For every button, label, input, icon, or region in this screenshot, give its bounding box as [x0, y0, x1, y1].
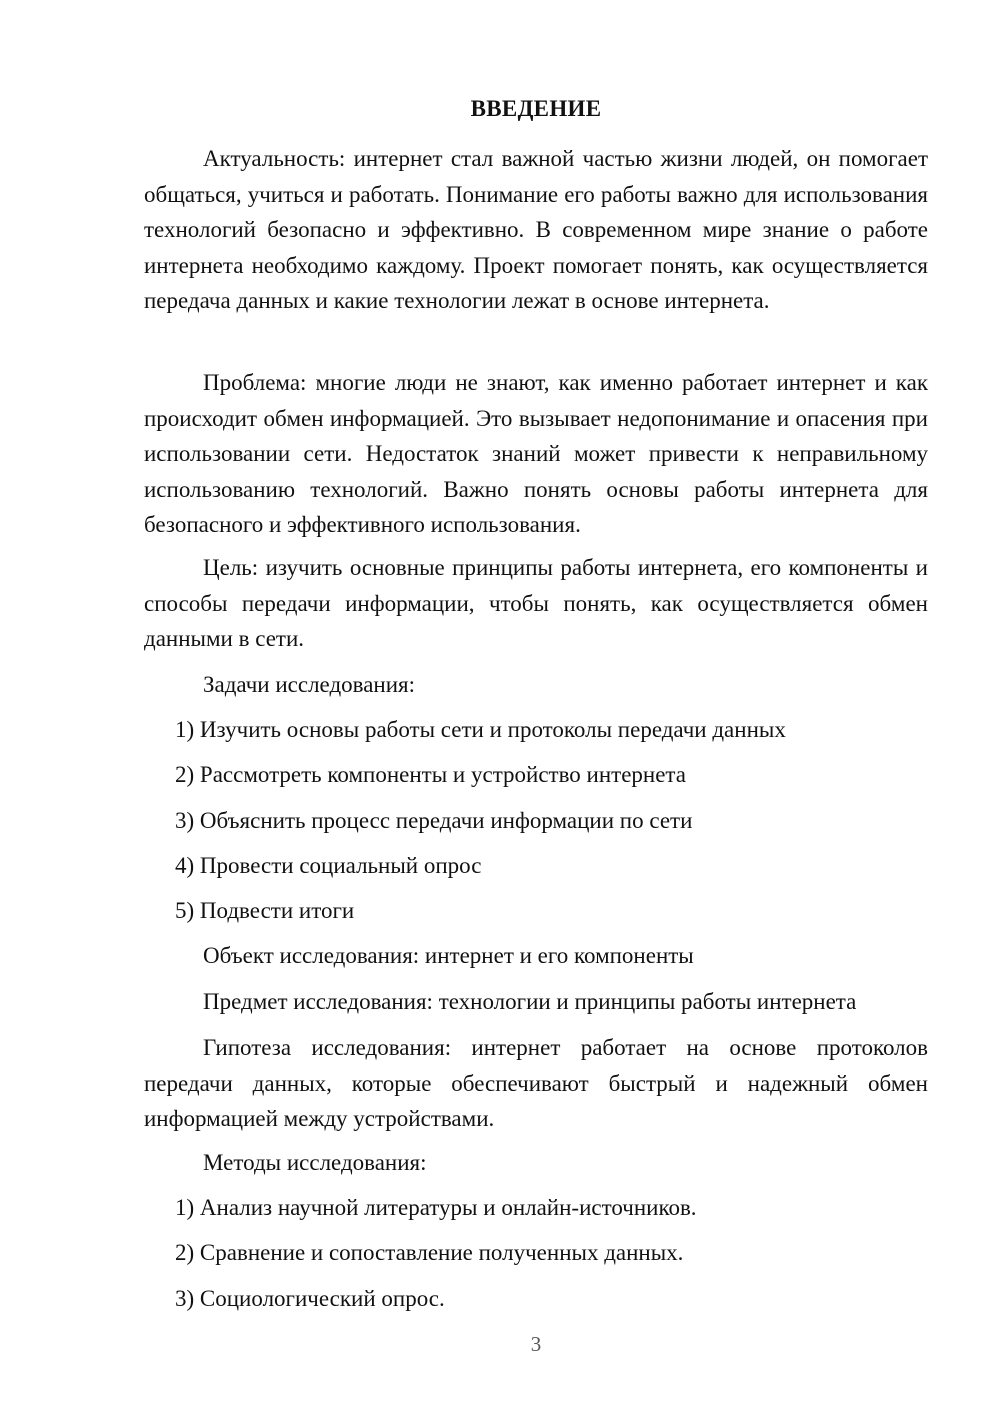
- methods-label: Методы исследования:: [203, 1150, 427, 1175]
- method-item: 2) Сравнение и сопоставление полученных данных.: [175, 1240, 684, 1265]
- page-title: ВВЕДЕНИЕ: [470, 96, 602, 121]
- method-item: 1) Анализ научной литературы и онлайн-источников.: [175, 1195, 697, 1220]
- task-item: 2) Рассмотреть компоненты и устройство интернета: [175, 762, 686, 787]
- page-number: 3: [530, 1332, 542, 1356]
- tasks-label: Задачи исследования:: [203, 672, 416, 697]
- problem-paragraph: Проблема: многие люди не знают, как именно работает интернет и как происходит обмен информацией. Это вызывает недопонимание и опасения при использовании сети. Недостаток знаний может привести к неправильному использованию технологий. Важно понять основы работы интернета для безопасного и эффективного использования.: [144, 370, 928, 537]
- task-item: 5) Подвести итоги: [175, 898, 355, 923]
- task-item: 3) Объяснить процесс передачи информации по сети: [175, 808, 693, 833]
- task-item: 4) Провести социальный опрос: [175, 853, 482, 878]
- task-item: 1) Изучить основы работы сети и протоколы передачи данных: [175, 717, 786, 742]
- relevance-paragraph: Актуальность: интернет стал важной частью жизни людей, он помогает общаться, учиться и работать. Понимание его работы важно для использования технологий безопасно и эффективно. В современном мире знание о работе интернета необходимо каждому. Проект помогает понять, как осуществляется передача данных и какие технологии лежат в основе интернета.: [144, 146, 928, 313]
- hypothesis-paragraph: Гипотеза исследования: интернет работает на основе протоколов передачи данных, которые обеспечивают быстрый и надежный обмен информацией между устройствами.: [144, 1035, 928, 1131]
- goal-paragraph: Цель: изучить основные принципы работы интернета, его компоненты и способы передачи информации, чтобы понять, как осуществляется обмен данными в сети.: [144, 555, 928, 651]
- subject-line: Предмет исследования: технологии и принципы работы интернета: [203, 989, 857, 1014]
- method-item: 3) Социологический опрос.: [175, 1286, 445, 1311]
- object-line: Объект исследования: интернет и его компоненты: [203, 943, 694, 968]
